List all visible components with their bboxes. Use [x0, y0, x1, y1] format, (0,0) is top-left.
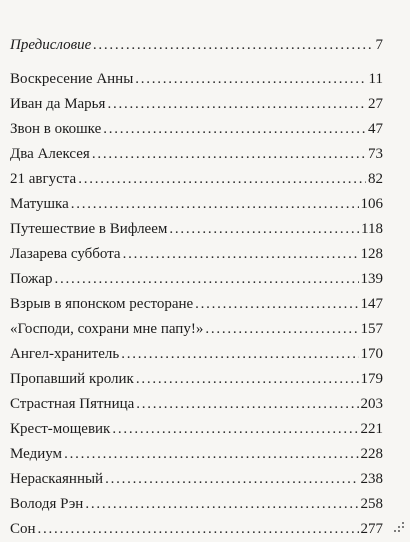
toc-entry-title: Два Алексея — [10, 146, 90, 162]
toc-entry — [10, 392, 383, 417]
toc-entry-title: 21 августа — [10, 171, 77, 187]
toc-entry-title: Звон в окошке — [10, 121, 102, 137]
dot-leader — [54, 267, 358, 292]
toc-entry-page: 277 — [360, 521, 383, 537]
toc-entry-page: 106 — [360, 196, 383, 212]
toc-entry — [10, 517, 383, 542]
toc-entry-title: Пропавший кролик — [10, 371, 134, 387]
toc-entry-title: Пожар — [10, 271, 53, 287]
dot-leader — [123, 242, 359, 267]
dot-leader — [103, 117, 366, 142]
dot-leader — [92, 142, 366, 167]
toc-entry — [10, 467, 383, 492]
toc-entry — [10, 292, 383, 317]
toc-entry — [10, 417, 383, 442]
dot-leader — [121, 342, 358, 367]
toc-entry-title: Лазарева суббота — [10, 246, 121, 262]
dot-leader — [78, 167, 366, 192]
toc-entry-title: Ангел-хранитель — [10, 346, 120, 362]
toc-entry-page: 11 — [368, 71, 383, 87]
toc-entry — [10, 442, 383, 467]
toc-entry-title: Нераскаянный — [10, 471, 104, 487]
dot-leader — [105, 467, 358, 492]
toc-entry — [10, 242, 383, 267]
toc-entry-page: 147 — [360, 296, 383, 312]
toc-entry — [10, 167, 383, 192]
toc-entry — [10, 117, 383, 142]
toc-entry — [10, 142, 383, 167]
toc-entry-title: Взрыв в японском ресторане — [10, 296, 194, 312]
toc-entry-title: Воскресение Анны — [10, 71, 134, 87]
toc-entry — [10, 192, 383, 217]
toc-entry-page: 203 — [360, 396, 383, 412]
dot-leader — [38, 517, 359, 542]
toc-entry — [10, 92, 383, 117]
toc-entry-page: 7 — [375, 37, 383, 53]
dot-leader — [85, 492, 358, 517]
toc-entry-preface — [10, 33, 383, 58]
toc-entry — [10, 267, 383, 292]
dot-leader — [64, 442, 358, 467]
dot-leader — [169, 217, 359, 242]
dot-leader — [205, 317, 358, 342]
toc-entry — [10, 342, 383, 367]
toc-entry-title: Володя Рэн — [10, 496, 84, 512]
corner-dots-decoration — [394, 522, 406, 532]
toc-entry-page: 27 — [368, 96, 383, 112]
toc-entry-page: 118 — [361, 221, 383, 237]
toc-entry-page: 47 — [368, 121, 383, 137]
toc-entry-page: 128 — [360, 246, 383, 262]
dot-leader — [112, 417, 358, 442]
toc-entry — [10, 67, 383, 92]
toc-entry-page: 157 — [360, 321, 383, 337]
dot-leader — [136, 367, 359, 392]
toc-entry-title: Матушка — [10, 196, 69, 212]
toc-entry-title: Медиум — [10, 446, 63, 462]
toc-entry-page: 139 — [360, 271, 383, 287]
toc-entry-page: 179 — [360, 371, 383, 387]
toc-entry-title: Предисловие — [10, 37, 92, 53]
dot-leader — [93, 33, 373, 58]
toc-entry-title: «Господи, сохрани мне папу!» — [10, 321, 204, 337]
dot-leader — [136, 392, 358, 417]
toc-entry-page: 170 — [360, 346, 383, 362]
dot-leader — [195, 292, 358, 317]
toc-entry-title: Сон — [10, 521, 36, 537]
toc-entry — [10, 317, 383, 342]
dot-leader — [107, 92, 366, 117]
toc-entry-page: 73 — [368, 146, 383, 162]
toc-entry — [10, 367, 383, 392]
toc-entry — [10, 217, 383, 242]
toc-entry — [10, 492, 383, 517]
toc-entry-page: 258 — [360, 496, 383, 512]
dot-leader — [135, 67, 366, 92]
toc-entry-page: 82 — [368, 171, 383, 187]
toc-entry-title: Крест-мощевик — [10, 421, 111, 437]
toc-entry-title: Иван да Марья — [10, 96, 106, 112]
toc-entry-page: 221 — [360, 421, 383, 437]
toc-entry-page: 228 — [360, 446, 383, 462]
table-of-contents — [10, 33, 383, 542]
toc-entry-title: Страстная Пятница — [10, 396, 135, 412]
toc-entry-page: 238 — [360, 471, 383, 487]
dot-leader — [71, 192, 359, 217]
toc-entry-title: Путешествие в Вифлеем — [10, 221, 168, 237]
